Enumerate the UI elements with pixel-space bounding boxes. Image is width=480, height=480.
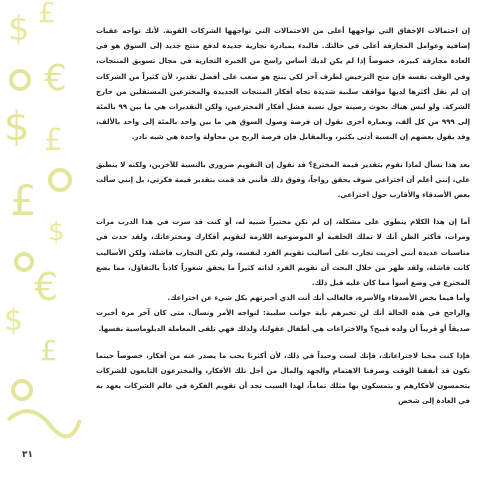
currency-symbols-decoration xyxy=(0,0,84,480)
svg-text:$: $ xyxy=(48,217,65,247)
page-number: ٣١ xyxy=(22,450,33,460)
svg-text:$: $ xyxy=(8,9,30,49)
paragraph: فإذا كنت محبا لاختراعاتك، فإنك لست وحيداً في ذلك، لأن أكثرنا يحب ما يصدر عنه من أفكار، خصوصاً حينما نكون قد أنفقنا الوقت وصرفنا الاهتمام والجهد والمال من أجل تلك الأفكار، والمخترعون التابعون للشركات يتحمسون لأفكارهم و يتمسكون بها مثلك تماماً، لهذا السبب تجد أن تقويم الفكرة في عالم الشركات يعهد به في العادة إلى شخص xyxy=(96,351,470,406)
paragraph: إن احتمالات الإخفاق التي تواجهها أعلى من الاحتمالات التي تواجهها الشركات القوية. لأنك تواجه عقبات إضافية وعوامل المجازفة أعلى في حالتك. فالبدء بمبادرة تجارية جديدة لدفع منتج جديد إلى السوق هو في العادة مجازفة كبيرة، خصوصاً إذا لم يكن لديك أساس راسخ من الخبرة التجارية في مجال تسويق المنتجات، وفي الوقت نفسه فإن منح الترخيص لطرف آخر لكي ينتج هو صعب على أفضل تقدير، لأن كثيراً من الشركات إن لم نقل أكثرها لديها مواقف سلبية شديدة تجاه أفكار المنتجات الجديدة والمخترعين المستقلين من خارج الشركة. ولو ليس هناك بحوث رصينة حول نسبة فشل أفكار المخترعين، ولكن التقديرات هي ما بين ٩٩ بالمئة إلى ٩٩٩ من كل ألف، وبعبارة أخرى نقول إن فرصة وصول السوق هي ما بين واحد بالمئة إلى واحد بالألف، وقد يقول بعضهم إن النسبة أدنى بكثير، وبالمقابل فإن فرصة الربح من محاولة واحدة هي شبه نادر. xyxy=(96,27,470,142)
svg-text:£: £ xyxy=(38,0,56,29)
paragraph: والراجح في هذه الحالة أنك لن تخبرهم بأية جوانب سلبية: لنواجه الأمر ونسأل، متى كان آخر مرة أخبرت صديقاً أو قريباً أن ولده قبيح؟ والاختراعات هي أطفال عقولنا، ولذلك فهي تلقى المعاملة الدبلوماسية نفسها. xyxy=(96,309,470,333)
svg-text:€: € xyxy=(44,58,67,99)
svg-text:$: $ xyxy=(4,303,24,338)
svg-text:£: £ xyxy=(10,176,37,225)
svg-text:£: £ xyxy=(44,123,64,158)
paragraph: وأما فيما يخص الأصدقاء والأسرة، فالغالب أنك أنت الذي أخبرتهم بكل شيء عن اختراعك. xyxy=(167,294,470,303)
svg-text:$: $ xyxy=(4,104,30,150)
paragraph: أما إن هذا الكلام ينطوي على مشكلة، إن لم تكن مختبراً شبيه له، أو كنت قد سرت في هذا الدرب مرات ومرات، فأكثر الظن أنك لا تملك الخلفية أو الموضوعية اللازمة لتقويم أفكارك ومخترعاتك، ولقد حدث في مناسبات عديدة أنني أجريت تجارب على أساليب تقويم الفرد لنفسه، ولم تكن التجارب فاشلة، ولكن الأساليب كانت فاشلة، ولقد ظهر من خلال البحث أن تقويم الفرد لذاته كثيراً ما يحقق شعوراً كاذباً بالتفاؤل، مما يضع المخترع في وضع أسوأ مما كان عليه قبل ذلك. xyxy=(96,218,470,288)
page-body xyxy=(96,24,470,422)
paragraph: بعد هذا نسأل لماذا نقوم بتقدير قيمة المخترع؟ قد نقول إن التقويم ضروري بالنسبة للآخرين، ولكنه لا ينطبق علي، إنني أعلم أن اختراعي سوف يحقق رواجاً، وفوق ذلك فأنني قد قمت بتقدير قيمة فكرتي، بل إنني سألت بعض الأصدقاء والأقارب حول اختراعي. xyxy=(96,160,470,200)
svg-text:£: £ xyxy=(40,334,58,367)
svg-text:€: € xyxy=(34,265,59,309)
